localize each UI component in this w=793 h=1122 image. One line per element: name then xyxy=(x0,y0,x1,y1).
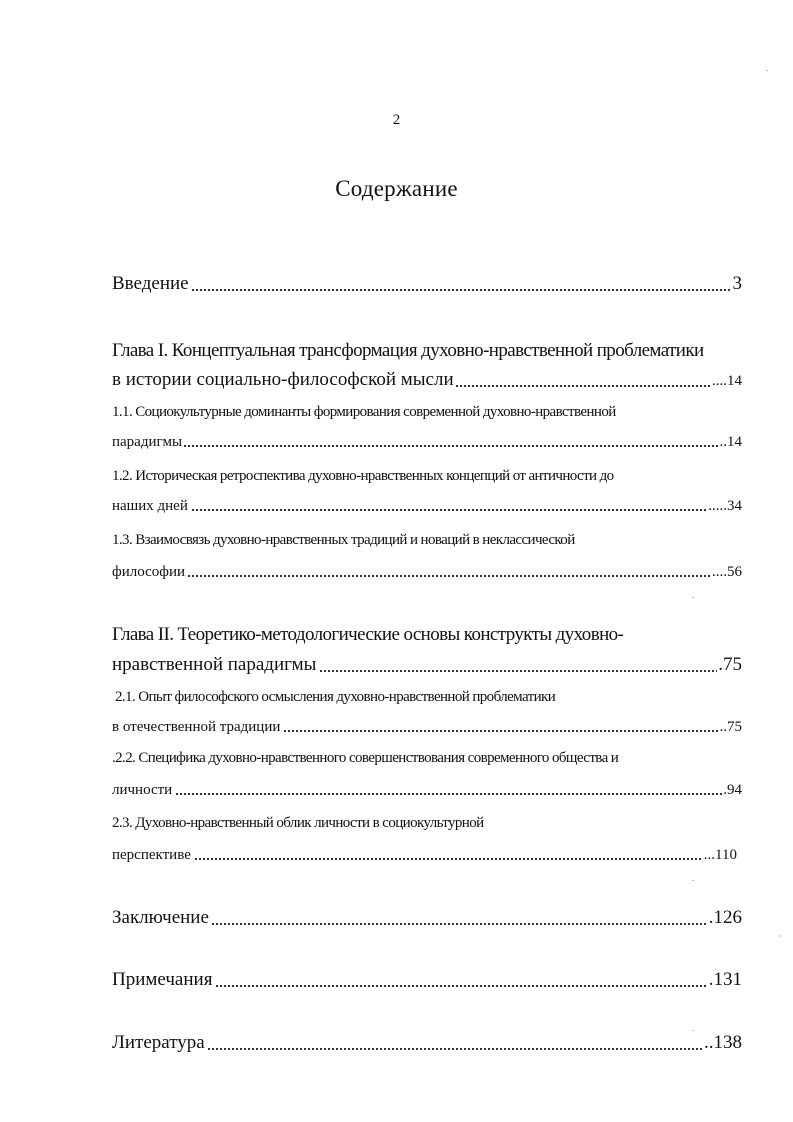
toc-entry-literature[interactable] xyxy=(112,1032,742,1054)
scan-speck xyxy=(780,935,781,937)
page-number: 2 xyxy=(392,112,401,128)
toc-entry-text: в истории социально-философской мысли xyxy=(112,369,454,390)
toc-entry-page: ....56 xyxy=(712,564,742,580)
toc-entry-section-1-3[interactable] xyxy=(112,564,742,581)
scan-speck xyxy=(692,597,694,598)
toc-entry-page: .126 xyxy=(708,907,742,928)
toc-entry-section-2-2[interactable] xyxy=(112,782,742,799)
toc-section-1-1-title[interactable]: 1.1. Социокультурные доминанты формирования современной духовно-нравственной xyxy=(112,404,616,420)
toc-entry-text: Примечания xyxy=(112,969,213,990)
toc-title: Содержание xyxy=(335,176,458,201)
scan-speck xyxy=(692,1030,694,1031)
leader-dots xyxy=(112,575,742,577)
toc-section-1-2-title[interactable]: 1.2. Историческая ретроспектива духовно-нравственных концепций от античности до xyxy=(112,468,614,484)
scan-speck xyxy=(766,70,768,71)
toc-entry-page: 3 xyxy=(732,273,742,294)
leader-dots xyxy=(112,509,742,511)
toc-section-2-3-title[interactable]: 2.3. Духовно-нравственный облик личности в социокультурной xyxy=(112,815,484,831)
toc-entry-text: нравственной парадигмы xyxy=(112,654,317,675)
leader-dots xyxy=(112,445,742,447)
leader-dots xyxy=(112,289,742,291)
toc-section-2-1-title[interactable]: 2.1. Опыт философского осмысления духовно-нравственной проблематики xyxy=(115,689,556,705)
toc-entry-notes[interactable] xyxy=(112,969,742,991)
toc-entry-text: перспективе xyxy=(112,847,191,863)
toc-section-1-3-title[interactable]: 1.3. Взаимосвязь духовно-нравственных традиций и новаций в неклассической xyxy=(112,532,575,548)
toc-section-2-2-title[interactable]: .2.2. Специфика духовно-нравственного совершенствования современного общества и xyxy=(112,750,619,766)
toc-entry-section-2-1[interactable] xyxy=(112,719,742,736)
toc-entry-page: .131 xyxy=(708,969,742,990)
toc-entry-page: .....34 xyxy=(708,498,742,514)
toc-entry-section-1-1[interactable] xyxy=(112,434,742,451)
toc-entry-text: философии xyxy=(112,564,186,580)
toc-entry-page: .75 xyxy=(718,654,742,675)
toc-chapter-1-title[interactable]: Глава I. Концептуальная трансформация духовно-нравственной проблематики xyxy=(112,340,704,361)
toc-entry-text: личности xyxy=(112,782,173,798)
toc-entry-section-1-2[interactable] xyxy=(112,498,742,515)
toc-entry-text: наших дней xyxy=(112,498,188,514)
toc-entry-text: в отечественной традиции xyxy=(112,719,281,735)
toc-entry-page: ..75 xyxy=(719,719,742,735)
toc-entry-conclusion[interactable] xyxy=(112,907,742,929)
scan-speck xyxy=(692,880,694,881)
toc-entry-page: ....14 xyxy=(712,373,742,389)
toc-entry-chapter-2[interactable] xyxy=(112,654,742,676)
toc-entry-page: ...110 xyxy=(703,847,737,863)
toc-entry-chapter-1[interactable] xyxy=(112,369,742,391)
leader-dots xyxy=(112,858,737,860)
toc-entry-page: ..138 xyxy=(704,1032,742,1053)
toc-entry-text: парадигмы xyxy=(112,434,183,450)
toc-entry-page: .94 xyxy=(723,782,742,798)
toc-entry-introduction[interactable] xyxy=(112,273,742,295)
toc-entry-page: ..14 xyxy=(719,434,742,450)
leader-dots xyxy=(112,793,742,795)
toc-entry-text: Литература xyxy=(112,1032,205,1053)
toc-entry-text: Введение xyxy=(112,273,189,294)
toc-chapter-2-title[interactable]: Глава II. Теоретико-методологические основы конструкты духовно- xyxy=(112,624,624,645)
toc-entry-section-2-3[interactable] xyxy=(112,847,737,864)
toc-entry-text: Заключение xyxy=(112,907,209,928)
